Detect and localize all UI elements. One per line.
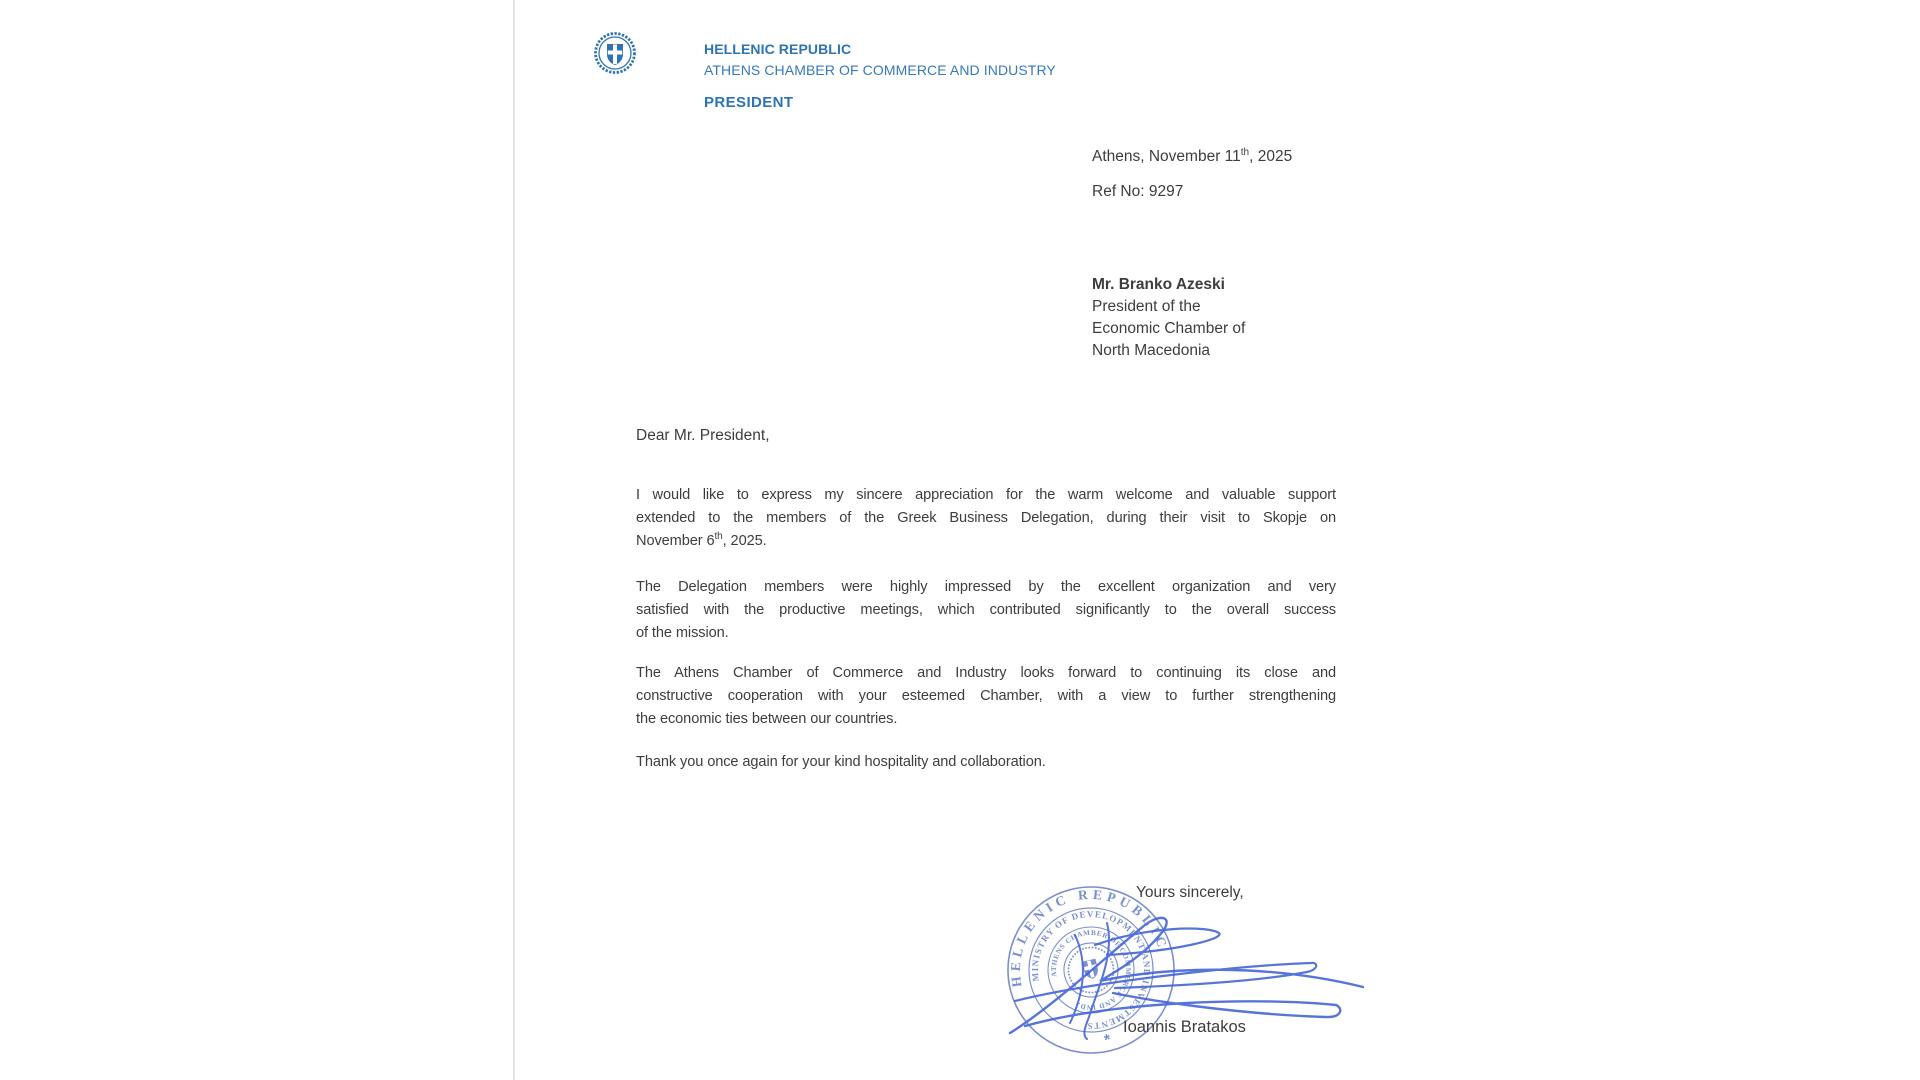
greek-emblem-icon — [593, 31, 637, 75]
paragraph-text: , 2025. — [722, 533, 767, 549]
paragraph-1 — [636, 484, 1336, 553]
paragraph-line: Thank you once again for your kind hospitality and collaboration. — [636, 754, 1046, 770]
paragraph-line: satisfied with the productive meetings, which contributed significantly to the overall success — [636, 602, 1336, 618]
paragraph-line: of the mission. — [636, 625, 729, 641]
paragraph-line: constructive cooperation with your esteemed Chamber, with a view to further strengthening — [636, 688, 1336, 704]
signer-name: Ioannis Bratakos — [1123, 1018, 1246, 1036]
date-text: Athens, November 11 — [1092, 148, 1241, 165]
date-line — [1092, 148, 1292, 166]
paragraph-line: extended to the members of the Greek Business Delegation, during their visit to Skopje on — [636, 510, 1336, 526]
sender-title: PRESIDENT — [704, 94, 794, 111]
paragraph-3 — [636, 662, 1336, 731]
paragraph-line: I would like to express my sincere appreciation for the warm welcome and valuable support — [636, 487, 1336, 503]
paragraph-4 — [636, 751, 1336, 774]
recipient-line: North Macedonia — [1092, 342, 1211, 359]
stamp-ring2-text: ATHENS CHAMBER OF COMMERCE AND IND. — [1049, 928, 1133, 1012]
valediction: Yours sincerely, — [1136, 884, 1244, 901]
salutation: Dear Mr. President, — [636, 427, 770, 444]
stamp-outer-text: HELLENIC REPUBLIC — [1007, 886, 1172, 989]
org-name-line2: ATHENS CHAMBER OF COMMERCE AND INDUSTRY — [704, 62, 1056, 78]
page-edge-line — [513, 0, 515, 1080]
date-year: , 2025 — [1249, 148, 1293, 165]
recipient-name: Mr. Branko Azeski — [1092, 276, 1225, 293]
paragraph-line: The Athens Chamber of Commerce and Industry looks forward to continuing its close and — [636, 665, 1336, 681]
paragraph-line: the economic ties between our countries. — [636, 711, 898, 727]
recipient-line: Economic Chamber of — [1092, 320, 1246, 337]
date-superscript: th — [1240, 146, 1250, 158]
stamp-star: * — [1102, 1031, 1113, 1050]
paragraph-2 — [636, 576, 1336, 645]
paragraph-line — [636, 530, 1336, 553]
paragraph-text: November 6 — [636, 533, 715, 549]
recipient-block — [1092, 274, 1245, 362]
paragraph-line: The Delegation members were highly impressed by the excellent organization and very — [636, 579, 1336, 595]
ref-number-line: Ref No: 9297 — [1092, 183, 1184, 200]
date-superscript: th — [714, 531, 723, 543]
recipient-line: President of the — [1092, 298, 1201, 315]
stamp-ring1-text: MINISTRY OF DEVELOPMENT AND INVESTMENTS — [1029, 908, 1153, 1032]
org-name-line1: HELLENIC REPUBLIC — [704, 41, 852, 57]
